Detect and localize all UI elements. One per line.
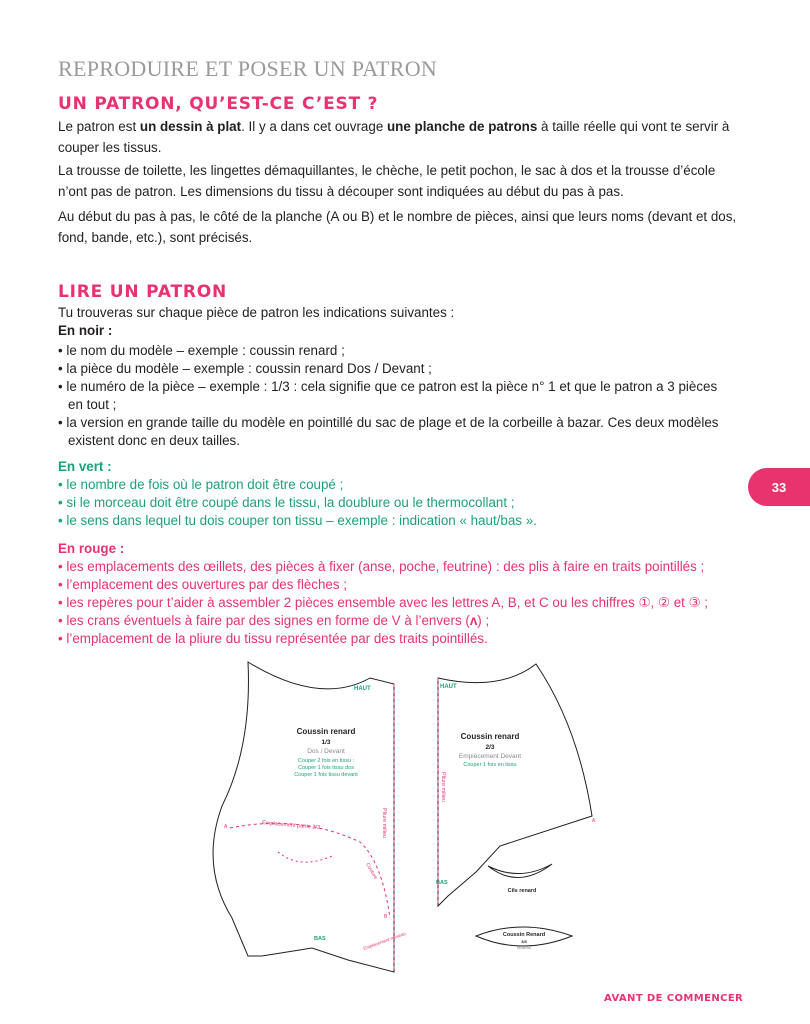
list-item-continuation: en tout ; xyxy=(68,397,117,412)
bold-text-run: un dessin à plat xyxy=(139,119,242,134)
text-run: ) ; xyxy=(477,613,490,628)
intro-line: Tu trouveras sur chaque pièce de patron les indications suivantes : xyxy=(58,305,455,320)
right-pattern-outline xyxy=(438,664,592,906)
eyelash-marks xyxy=(278,852,332,862)
list-item: • le numéro de la pièce – exemple : 1/3 : cela signifie que ce patron est la pièce n° 1 et que le patron a 3 pièces xyxy=(58,379,718,394)
left-piece-cut: Couper 1 fois tissu dos xyxy=(298,765,354,771)
right-piece-title: Coussin renard xyxy=(460,732,520,741)
right-piece-part: Empiècement Devant xyxy=(458,753,522,760)
museau-part: Museau xyxy=(516,945,532,950)
list-item: • si le morceau doit être coupé dans le tissu, la doublure ou le thermocollant ; xyxy=(58,495,515,510)
text-run: Le patron est xyxy=(58,119,140,134)
right-marker-a: A xyxy=(592,818,596,824)
list-item: • la version en grande taille du modèle en pointillé du sac de plage et de la corbeille à bazar. Ces deux modèles xyxy=(58,415,719,430)
couture-label: Couture xyxy=(364,862,379,881)
left-piece-title: Coussin renard xyxy=(296,727,356,736)
list-item: • le sens dans lequel tu dois couper ton tissu – exemple : indication « haut/bas ». xyxy=(58,513,537,528)
left-piece-number: 1/3 xyxy=(321,739,331,746)
right-piece-cut: Couper 1 fois en tissu xyxy=(463,762,517,768)
left-pattern-outline xyxy=(213,662,394,972)
right-piece-number: 2/3 xyxy=(485,744,495,751)
paragraph-no-pattern: La trousse de toilette, les lingettes démaquillantes, le chèche, le petit pochon, le sac à dos et la trousse d’école n’ont pas de patron. Les dimensions du tissu à découper sont indiquées au début du pas à pas. xyxy=(58,163,716,199)
page-number-tab xyxy=(748,468,810,506)
text-run: • les crans éventuels à faire par des signes en forme de V à l’envers ( xyxy=(58,613,470,628)
museau-number: 3/3 xyxy=(521,939,527,944)
paragraph-definition xyxy=(58,116,738,158)
green-label: En vert : xyxy=(58,459,112,474)
left-haut-label: HAUT xyxy=(354,686,371,692)
left-fold-label: Pliure milieu xyxy=(381,808,387,838)
empiecement-label: Emplacement partie 2/3 xyxy=(261,820,321,832)
list-item: • l’emplacement de la pliure du tissu représentée par des traits pointillés. xyxy=(58,631,488,646)
text-run: . Il y a dans cet ouvrage xyxy=(241,119,387,134)
page-number: 33 xyxy=(771,479,787,495)
left-piece-cut: Couper 1 fois tissu devant xyxy=(294,772,358,778)
cils-shape xyxy=(488,864,552,878)
black-label: En noir : xyxy=(58,323,113,338)
empiecement-curve xyxy=(230,823,390,918)
page-title: REPRODUIRE ET POSER UN PATRON xyxy=(58,56,438,81)
red-label: En rouge : xyxy=(58,541,125,556)
right-bas-label: BAS xyxy=(436,880,448,886)
list-item: • le nombre de fois où le patron doit être coupé ; xyxy=(58,477,344,492)
pattern-diagram xyxy=(200,656,620,976)
list-item: • les emplacements des œillets, des pièces à fixer (anse, poche, feutrine) : des plis à faire en traits pointillés ; xyxy=(58,559,705,574)
section-heading-lire: LIRE UN PATRON xyxy=(58,282,228,302)
cils-label: Cils renard xyxy=(507,888,537,894)
footer-section-label: AVANT DE COMMENCER xyxy=(604,993,744,1004)
list-item: • l’emplacement des ouvertures par des flèches ; xyxy=(58,577,348,592)
left-bas-label: BAS xyxy=(314,936,326,942)
right-haut-label: HAUT xyxy=(440,684,457,690)
museau-title: Coussin Renard xyxy=(502,932,546,938)
marker-b: B xyxy=(384,914,388,920)
text-run: à taille réelle qui vont te servir à couper les tissus. xyxy=(58,119,730,155)
marker-a: A xyxy=(224,824,228,830)
list-item: • la pièce du modèle – exemple : coussin renard Dos / Devant ; xyxy=(58,361,432,376)
list-item-continuation: existent donc en deux tailles. xyxy=(68,433,240,448)
left-piece-cut: Couper 2 fois en tissu : xyxy=(297,758,355,764)
paragraph-steps: Au début du pas à pas, le côté de la planche (A ou B) et le nombre de pièces, ainsi que leurs noms (devant et dos, fond, bande, etc.), sont précisés. xyxy=(58,209,737,245)
section-heading-patron: UN PATRON, QU’EST-CE C’EST ? xyxy=(58,94,379,114)
list-item: • les repères pour t’aider à assembler 2 pièces ensemble avec les lettres A, B, et C ou les chiffres ①, ② et ③ ; xyxy=(58,595,709,610)
museau-placement-label: Emplacement museau xyxy=(362,930,407,951)
right-fold-label: Pliure milieu xyxy=(440,772,446,802)
bold-text-run: une planche de patrons xyxy=(387,119,538,134)
notch-symbol: ʌ xyxy=(469,613,478,628)
list-item: • le nom du modèle – exemple : coussin renard ; xyxy=(58,343,345,358)
left-piece-part: Dos / Devant xyxy=(307,748,345,755)
